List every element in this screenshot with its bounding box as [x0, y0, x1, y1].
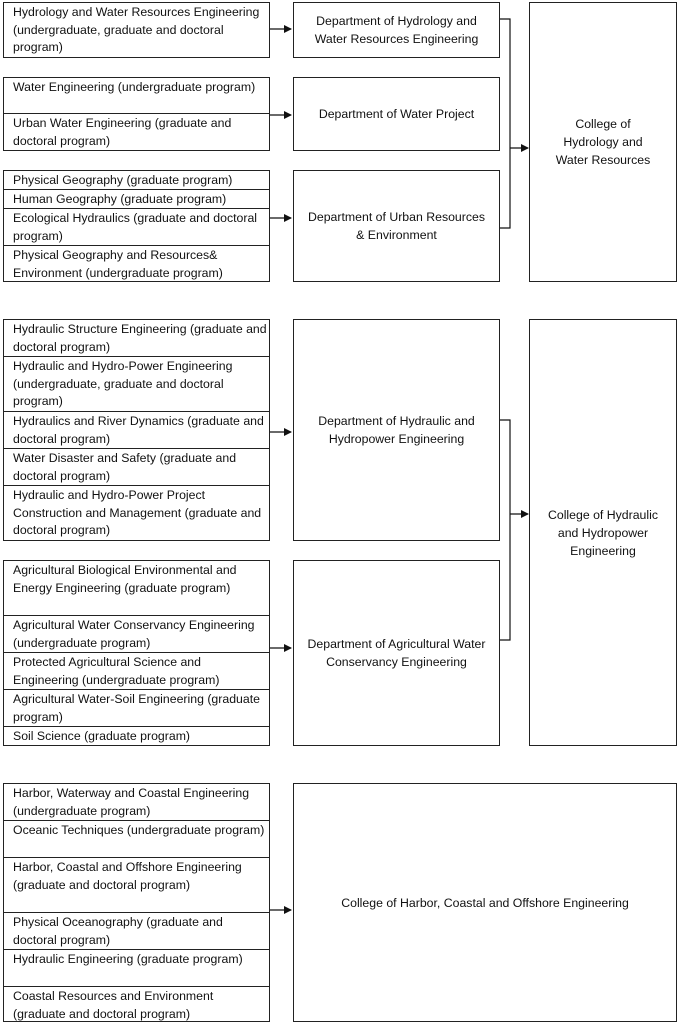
department-box: Department of Urban Resources & Environment [293, 170, 500, 282]
program-cell: Oceanic Techniques (undergraduate program) [3, 820, 270, 858]
program-cell: Hydraulic and Hydro-Power Project Construction and Management (graduate and doctoral program) [3, 485, 270, 541]
department-box: Department of Agricultural Water Conservancy Engineering [293, 560, 500, 746]
college-box: College of Harbor, Coastal and Offshore Engineering [293, 783, 677, 1022]
program-cell: Agricultural Biological Environmental and Energy Engineering (graduate program) [3, 560, 270, 616]
program-cell: Hydraulic and Hydro-Power Engineering (undergraduate, graduate and doctoral program) [3, 356, 270, 412]
college-box: College of Hydraulic and Hydropower Engineering [529, 319, 677, 746]
program-cell: Ecological Hydraulics (graduate and doctoral program) [3, 208, 270, 246]
department-box: Department of Water Project [293, 77, 500, 151]
program-cell: Water Disaster and Safety (graduate and doctoral program) [3, 448, 270, 486]
program-cell: Urban Water Engineering (graduate and doctoral program) [3, 113, 270, 151]
program-cell: Hydraulic Engineering (graduate program) [3, 949, 270, 987]
program-cell: Hydrology and Water Resources Engineering (undergraduate, graduate and doctoral program) [3, 2, 270, 58]
program-cell: Physical Geography and Resources& Environment (undergraduate program) [3, 245, 270, 282]
department-box: Department of Hydraulic and Hydropower Engineering [293, 319, 500, 541]
program-cell: Water Engineering (undergraduate program) [3, 77, 270, 114]
program-cell: Physical Geography (graduate program) [3, 170, 270, 190]
bracket-g2 [499, 420, 510, 640]
program-cell: Coastal Resources and Environment (graduate and doctoral program) [3, 986, 270, 1022]
program-cell: Harbor, Waterway and Coastal Engineering (undergraduate program) [3, 783, 270, 821]
program-cell: Agricultural Water-Soil Engineering (graduate program) [3, 689, 270, 727]
bracket-g1 [499, 19, 510, 228]
college-box: College of Hydrology and Water Resources [529, 2, 677, 282]
program-cell: Harbor, Coastal and Offshore Engineering (graduate and doctoral program) [3, 857, 270, 913]
program-cell: Physical Oceanography (graduate and doctoral program) [3, 912, 270, 950]
program-cell: Protected Agricultural Science and Engineering (undergraduate program) [3, 652, 270, 690]
program-cell: Soil Science (graduate program) [3, 726, 270, 746]
program-cell: Hydraulic Structure Engineering (graduate and doctoral program) [3, 319, 270, 357]
program-cell: Agricultural Water Conservancy Engineering (undergraduate program) [3, 615, 270, 653]
program-cell: Hydraulics and River Dynamics (graduate and doctoral program) [3, 411, 270, 449]
department-box: Department of Hydrology and Water Resources Engineering [293, 2, 500, 58]
program-cell: Human Geography (graduate program) [3, 189, 270, 209]
